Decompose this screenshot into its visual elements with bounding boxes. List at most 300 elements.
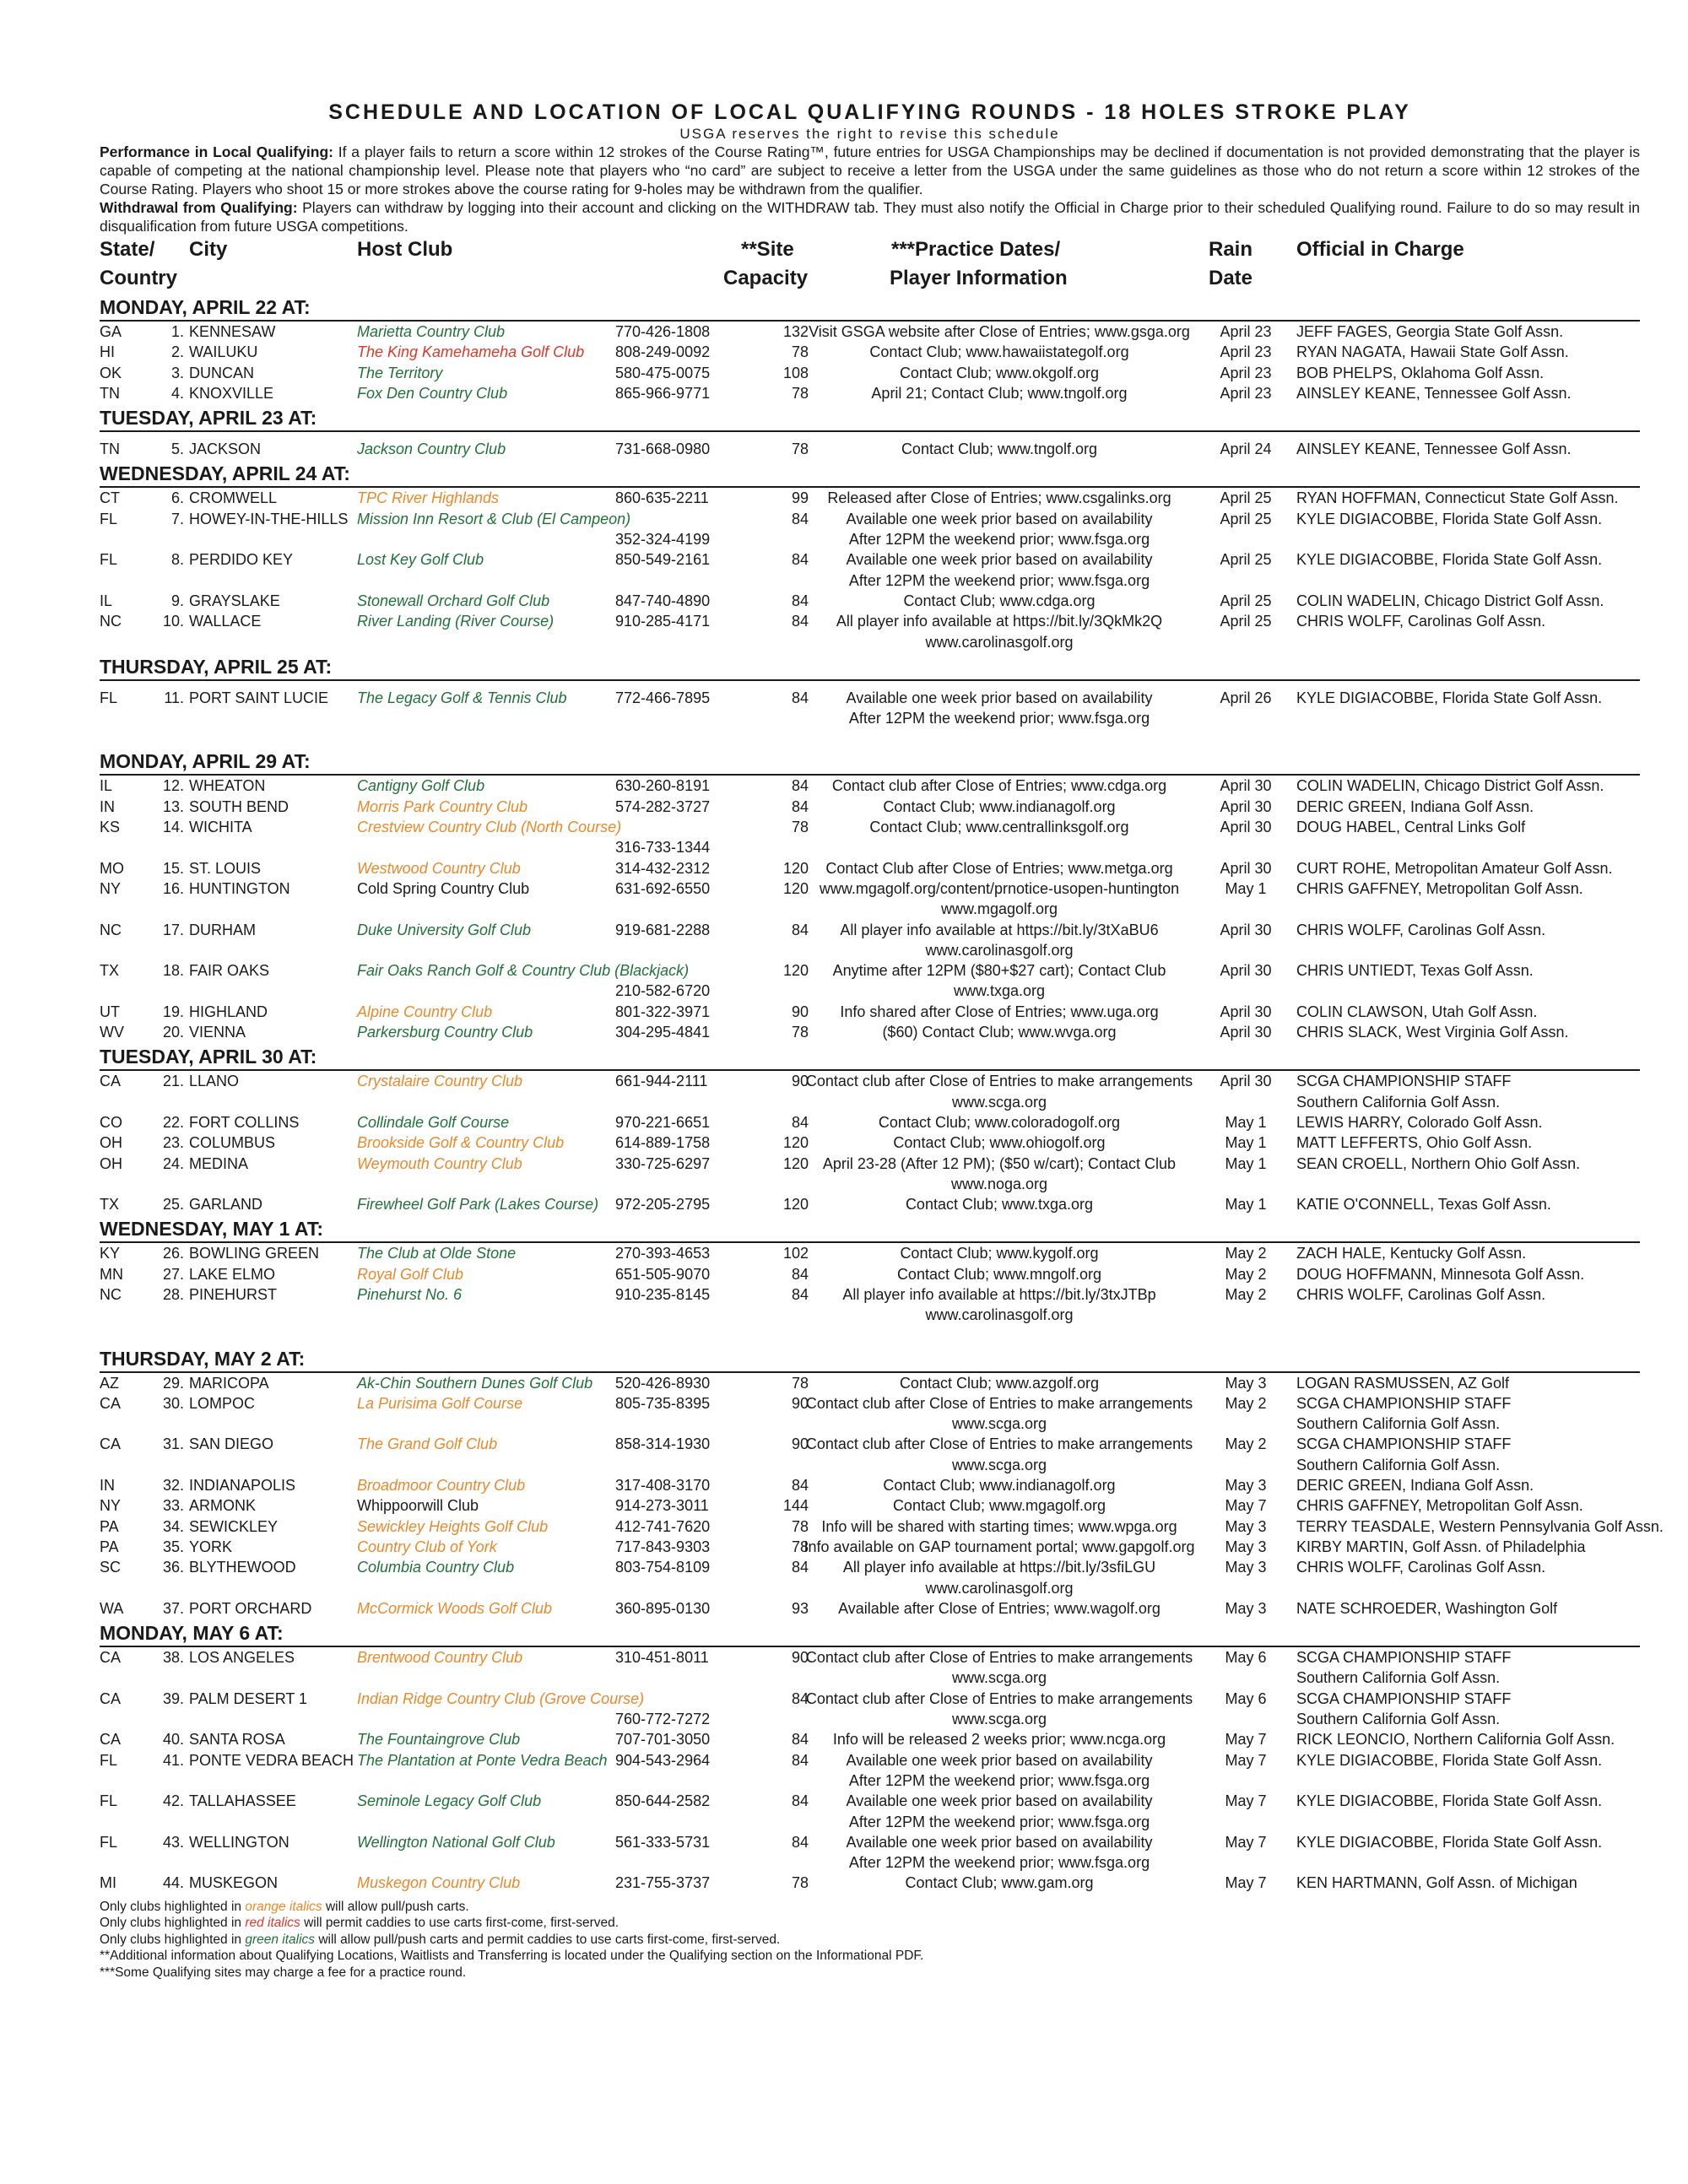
practice-info-cell-line2: After 12PM the weekend prior; www.fsga.org bbox=[848, 531, 1150, 549]
host-club-cell: Crystalaire Country Club bbox=[357, 1073, 523, 1090]
official-cell: CHRIS WOLFF, Carolinas Golf Assn. bbox=[1296, 921, 1546, 938]
phone-cell: 316-733-1344 bbox=[615, 839, 711, 857]
site-number-cell: 20. bbox=[162, 1024, 184, 1041]
host-club-cell: Indian Ridge Country Club (Grove Course) bbox=[357, 1689, 645, 1707]
state-cell: NC bbox=[100, 613, 122, 630]
phone-cell: 651-505-9070 bbox=[615, 1265, 711, 1283]
practice-info-cell: Available one week prior based on availability bbox=[846, 1792, 1153, 1810]
practice-info-cell-line2: www.scga.org bbox=[951, 1093, 1047, 1111]
table-row bbox=[100, 1264, 1640, 1284]
state-cell: TX bbox=[100, 1196, 120, 1214]
table-row bbox=[100, 611, 1640, 652]
official-cell: SEAN CROELL, Northern Ohio Golf Assn. bbox=[1296, 1154, 1581, 1172]
table-row bbox=[100, 549, 1640, 591]
site-number-cell: 26. bbox=[162, 1245, 184, 1262]
city-cell: YORK bbox=[189, 1538, 233, 1555]
capacity-cell: 78 bbox=[791, 343, 809, 361]
capacity-cell: 90 bbox=[791, 1435, 809, 1453]
capacity-cell: 84 bbox=[791, 1559, 809, 1576]
official-cell: JEFF FAGES, Georgia State Golf Assn. bbox=[1296, 323, 1564, 340]
city-cell: FAIR OAKS bbox=[189, 962, 270, 980]
site-number-cell: 35. bbox=[162, 1538, 184, 1555]
site-number-cell: 24. bbox=[162, 1154, 184, 1172]
official-cell-line2: Southern California Golf Assn. bbox=[1296, 1456, 1501, 1473]
rain-date-cell: April 25 bbox=[1220, 613, 1272, 630]
host-club-cell: Alpine Country Club bbox=[357, 1003, 493, 1020]
phone-cell: 210-582-6720 bbox=[615, 982, 711, 1000]
day-heading: MONDAY, APRIL 29 AT: bbox=[100, 749, 1640, 776]
practice-info-cell: Contact club after Close of Entries to make arrangements bbox=[805, 1435, 1193, 1453]
capacity-cell: 120 bbox=[782, 962, 809, 980]
site-number-cell: 9. bbox=[170, 592, 184, 609]
official-cell: SCGA CHAMPIONSHIP STAFF bbox=[1296, 1435, 1512, 1453]
capacity-cell: 84 bbox=[791, 1792, 809, 1810]
official-cell: AINSLEY KEANE, Tennessee Golf Assn. bbox=[1296, 441, 1572, 458]
official-cell: LEWIS HARRY, Colorado Golf Assn. bbox=[1296, 1113, 1543, 1131]
header-practice: ***Practice Dates/ bbox=[891, 238, 1061, 261]
phone-cell: 805-735-8395 bbox=[615, 1394, 711, 1412]
practice-info-cell-line2: www.carolinasgolf.org bbox=[925, 1579, 1074, 1597]
rain-date-cell: April 25 bbox=[1220, 551, 1272, 569]
rain-date-cell: May 2 bbox=[1225, 1394, 1267, 1412]
site-number-cell: 25. bbox=[162, 1196, 184, 1214]
official-cell: KIRBY MARTIN, Golf Assn. of Philadelphia bbox=[1296, 1538, 1586, 1555]
official-cell: DOUG HABEL, Central Links Golf bbox=[1296, 819, 1526, 836]
practice-info-cell: Contact club after Close of Entries to make arrangements bbox=[805, 1394, 1193, 1412]
table-row bbox=[100, 1873, 1640, 1893]
city-cell: INDIANAPOLIS bbox=[189, 1477, 296, 1495]
host-club-cell: TPC River Highlands bbox=[357, 489, 500, 507]
phone-cell: 317-408-3170 bbox=[615, 1477, 711, 1495]
site-number-cell: 21. bbox=[162, 1073, 184, 1090]
city-cell: COLUMBUS bbox=[189, 1134, 276, 1152]
table-row bbox=[100, 1393, 1640, 1435]
practice-info-cell: Contact Club; www.indianagolf.org bbox=[883, 797, 1116, 815]
state-cell: WV bbox=[100, 1024, 124, 1041]
table-row bbox=[100, 1133, 1640, 1153]
site-number-cell: 14. bbox=[162, 819, 184, 836]
state-cell: FL bbox=[100, 1833, 118, 1851]
state-cell: TN bbox=[100, 441, 120, 458]
phone-cell: 731-668-0980 bbox=[615, 441, 711, 458]
capacity-cell: 90 bbox=[791, 1073, 809, 1090]
rain-date-cell: April 30 bbox=[1220, 819, 1272, 836]
rain-date-cell: May 1 bbox=[1225, 1154, 1267, 1172]
practice-info-cell: All player info available at https://bit.ly/3QkMk2Q bbox=[836, 613, 1163, 630]
rain-date-cell: April 25 bbox=[1220, 510, 1272, 527]
phone-cell: 270-393-4653 bbox=[615, 1245, 711, 1262]
state-cell: SC bbox=[100, 1559, 122, 1576]
phone-cell: 919-681-2288 bbox=[615, 921, 711, 938]
phone-cell: 801-322-3971 bbox=[615, 1003, 711, 1020]
host-club-cell: Morris Park Country Club bbox=[357, 797, 528, 815]
capacity-cell: 84 bbox=[791, 592, 809, 609]
official-cell: COLIN CLAWSON, Utah Golf Assn. bbox=[1296, 1003, 1538, 1020]
capacity-cell: 144 bbox=[782, 1497, 809, 1515]
host-club-cell: Crestview Country Club (North Course) bbox=[357, 819, 622, 836]
city-cell: VIENNA bbox=[189, 1024, 246, 1041]
site-number-cell: 3. bbox=[170, 364, 184, 381]
rain-date-cell: April 25 bbox=[1220, 489, 1272, 507]
practice-info-cell: Contact Club; www.centrallinksgolf.org bbox=[869, 819, 1129, 836]
city-cell: SOUTH BEND bbox=[189, 797, 289, 815]
site-number-cell: 31. bbox=[162, 1435, 184, 1453]
day-heading: TUESDAY, APRIL 23 AT: bbox=[100, 405, 1640, 432]
table-row bbox=[100, 1750, 1640, 1792]
official-cell: SCGA CHAMPIONSHIP STAFF bbox=[1296, 1689, 1512, 1707]
host-club-cell: Fox Den Country Club bbox=[357, 384, 508, 402]
practice-info-cell-line2: After 12PM the weekend prior; www.fsga.org bbox=[848, 571, 1150, 589]
table-row bbox=[100, 920, 1640, 961]
practice-info-cell-line2: www.carolinasgolf.org bbox=[925, 1306, 1074, 1324]
state-cell: AZ bbox=[100, 1374, 120, 1392]
header-state: State/ bbox=[100, 238, 155, 261]
host-club-cell: Weymouth Country Club bbox=[357, 1154, 522, 1172]
table-row bbox=[100, 1022, 1640, 1042]
practice-info-cell: Contact club after Close of Entries; www.cdga.org bbox=[831, 777, 1167, 795]
table-row bbox=[100, 342, 1640, 362]
phone-cell: 631-692-6550 bbox=[615, 879, 711, 897]
table-row bbox=[100, 1373, 1640, 1393]
capacity-cell: 120 bbox=[782, 1196, 809, 1214]
city-cell: PALM DESERT 1 bbox=[189, 1689, 308, 1707]
rain-date-cell: April 23 bbox=[1220, 384, 1272, 402]
practice-info-cell: www.mgagolf.org/content/prnotice-usopen-huntington bbox=[819, 879, 1180, 897]
practice-info-cell-line2: www.carolinasgolf.org bbox=[925, 941, 1074, 959]
host-club-cell: The King Kamehameha Golf Club bbox=[357, 343, 585, 361]
rain-date-cell: April 25 bbox=[1220, 592, 1272, 609]
state-cell: HI bbox=[100, 343, 115, 361]
table-row bbox=[100, 1729, 1640, 1749]
rain-date-cell: May 2 bbox=[1225, 1245, 1267, 1262]
site-number-cell: 23. bbox=[162, 1134, 184, 1152]
site-number-cell: 39. bbox=[162, 1689, 184, 1707]
rain-date-cell: May 1 bbox=[1225, 1196, 1267, 1214]
rain-date-cell: April 30 bbox=[1220, 797, 1272, 815]
rain-date-cell: May 3 bbox=[1225, 1374, 1267, 1392]
phone-cell: 630-260-8191 bbox=[615, 777, 711, 795]
practice-info-cell-line2: www.scga.org bbox=[951, 1456, 1047, 1473]
site-number-cell: 29. bbox=[162, 1374, 184, 1392]
official-cell: RICK LEONCIO, Northern California Golf Assn. bbox=[1296, 1731, 1615, 1749]
state-cell: KS bbox=[100, 819, 121, 836]
state-cell: CO bbox=[100, 1113, 122, 1131]
site-number-cell: 6. bbox=[170, 489, 184, 507]
host-club-cell: Marietta Country Club bbox=[357, 323, 506, 340]
state-cell: OH bbox=[100, 1154, 122, 1172]
capacity-cell: 99 bbox=[791, 489, 809, 507]
capacity-cell: 90 bbox=[791, 1003, 809, 1020]
official-cell: CHRIS SLACK, West Virginia Golf Assn. bbox=[1296, 1024, 1569, 1041]
host-club-cell: Mission Inn Resort & Club (El Campeon) bbox=[357, 510, 631, 527]
practice-info-cell: Contact club after Close of Entries to make arrangements bbox=[805, 1649, 1193, 1667]
capacity-cell: 84 bbox=[791, 1265, 809, 1283]
table-row bbox=[100, 1598, 1640, 1619]
site-number-cell: 30. bbox=[162, 1394, 184, 1412]
rain-date-cell: May 3 bbox=[1225, 1477, 1267, 1495]
state-cell: TX bbox=[100, 962, 120, 980]
capacity-cell: 102 bbox=[782, 1245, 809, 1262]
city-cell: MEDINA bbox=[189, 1154, 249, 1172]
rain-date-cell: May 2 bbox=[1225, 1285, 1267, 1303]
city-cell: MUSKEGON bbox=[189, 1874, 279, 1892]
state-cell: PA bbox=[100, 1517, 119, 1535]
note-orange: Only clubs highlighted in orange italics will allow pull/push carts. bbox=[100, 1899, 469, 1914]
day-heading: WEDNESDAY, APRIL 24 AT: bbox=[100, 461, 1640, 488]
official-cell: KYLE DIGIACOBBE, Florida State Golf Assn. bbox=[1296, 1833, 1603, 1851]
host-club-cell: Cantigny Golf Club bbox=[357, 777, 485, 795]
city-cell: LLANO bbox=[189, 1073, 240, 1090]
official-cell: KYLE DIGIACOBBE, Florida State Golf Assn. bbox=[1296, 510, 1603, 527]
phone-cell: 808-249-0092 bbox=[615, 343, 711, 361]
site-number-cell: 16. bbox=[162, 879, 184, 897]
rain-date-cell: April 30 bbox=[1220, 777, 1272, 795]
header-country: Country bbox=[100, 267, 177, 289]
phone-cell: 760-772-7272 bbox=[615, 1711, 711, 1728]
official-cell: CHRIS UNTIEDT, Texas Golf Assn. bbox=[1296, 962, 1534, 980]
phone-cell: 580-475-0075 bbox=[615, 364, 711, 381]
site-number-cell: 34. bbox=[162, 1517, 184, 1535]
host-club-cell: The Plantation at Ponte Vedra Beach bbox=[357, 1751, 608, 1769]
city-cell: WHEATON bbox=[189, 777, 266, 795]
official-cell: MATT LEFFERTS, Ohio Golf Assn. bbox=[1296, 1134, 1533, 1152]
table-row bbox=[100, 797, 1640, 817]
page-title: SCHEDULE AND LOCATION OF LOCAL QUALIFYING ROUNDS - 18 HOLES STROKE PLAY bbox=[328, 100, 1411, 124]
state-cell: FL bbox=[100, 689, 118, 706]
practice-info-cell: Released after Close of Entries; www.csgalinks.org bbox=[827, 489, 1171, 507]
practice-info-cell-line2: After 12PM the weekend prior; www.fsga.org bbox=[848, 710, 1150, 727]
table-row bbox=[100, 1194, 1640, 1214]
phone-cell: 314-432-2312 bbox=[615, 859, 711, 877]
site-number-cell: 10. bbox=[162, 613, 184, 630]
state-cell: MO bbox=[100, 859, 124, 877]
table-row bbox=[100, 488, 1640, 508]
city-cell: WICHITA bbox=[189, 819, 252, 836]
host-club-cell: Seminole Legacy Golf Club bbox=[357, 1792, 542, 1810]
phone-cell: 717-843-9303 bbox=[615, 1538, 711, 1555]
site-number-cell: 15. bbox=[162, 859, 184, 877]
performance-label: Performance in Local Qualifying: bbox=[100, 143, 333, 160]
rain-date-cell: May 1 bbox=[1225, 879, 1267, 897]
site-number-cell: 37. bbox=[162, 1599, 184, 1617]
host-club-cell: The Territory bbox=[357, 364, 443, 381]
city-cell: KENNESAW bbox=[189, 323, 276, 340]
capacity-cell: 84 bbox=[791, 551, 809, 569]
site-number-cell: 13. bbox=[162, 797, 184, 815]
practice-info-cell: Contact club after Close of Entries to make arrangements bbox=[805, 1073, 1193, 1090]
site-number-cell: 44. bbox=[162, 1874, 184, 1892]
official-cell: CHRIS WOLFF, Carolinas Golf Assn. bbox=[1296, 1285, 1546, 1303]
rain-date-cell: May 7 bbox=[1225, 1833, 1267, 1851]
table-row bbox=[100, 1475, 1640, 1495]
city-cell: PERDIDO KEY bbox=[189, 551, 294, 569]
city-cell: MARICOPA bbox=[189, 1374, 269, 1392]
official-cell: CHRIS WOLFF, Carolinas Golf Assn. bbox=[1296, 1559, 1546, 1576]
state-cell: NC bbox=[100, 921, 122, 938]
city-cell: WELLINGTON bbox=[189, 1833, 289, 1851]
host-club-cell: Royal Golf Club bbox=[357, 1265, 464, 1283]
site-number-cell: 4. bbox=[170, 384, 184, 402]
table-row bbox=[100, 509, 1640, 550]
official-cell: SCGA CHAMPIONSHIP STAFF bbox=[1296, 1073, 1512, 1090]
table-row bbox=[100, 1832, 1640, 1873]
capacity-cell: 84 bbox=[791, 777, 809, 795]
city-cell: DURHAM bbox=[189, 921, 256, 938]
day-heading: THURSDAY, APRIL 25 AT: bbox=[100, 654, 1640, 681]
practice-info-cell-line2: www.mgagolf.org bbox=[940, 900, 1058, 918]
host-club-cell: Westwood Country Club bbox=[357, 859, 521, 877]
table-row bbox=[100, 1071, 1640, 1112]
practice-info-cell: Contact Club; www.coloradogolf.org bbox=[878, 1113, 1121, 1131]
state-cell: CA bbox=[100, 1731, 122, 1749]
state-cell: PA bbox=[100, 1538, 119, 1555]
capacity-cell: 84 bbox=[791, 510, 809, 527]
host-club-cell: Sewickley Heights Golf Club bbox=[357, 1517, 549, 1535]
official-cell: CHRIS GAFFNEY, Metropolitan Golf Assn. bbox=[1296, 879, 1583, 897]
city-cell: FORT COLLINS bbox=[189, 1113, 300, 1131]
phone-cell: 772-466-7895 bbox=[615, 689, 711, 706]
table-row bbox=[100, 1689, 1640, 1730]
capacity-cell: 84 bbox=[791, 1113, 809, 1131]
practice-info-cell-line2: www.scga.org bbox=[951, 1669, 1047, 1687]
table-row bbox=[100, 817, 1640, 858]
practice-info-cell: Contact Club; www.cdga.org bbox=[903, 592, 1096, 609]
capacity-cell: 78 bbox=[791, 1538, 809, 1555]
state-cell: CT bbox=[100, 489, 120, 507]
phone-cell: 561-333-5731 bbox=[615, 1833, 711, 1851]
host-club-cell: Broadmoor Country Club bbox=[357, 1477, 526, 1495]
site-number-cell: 42. bbox=[162, 1792, 184, 1810]
host-club-cell: Whippoorwill Club bbox=[357, 1497, 479, 1515]
practice-info-cell: Contact Club; www.ohiogolf.org bbox=[893, 1134, 1106, 1152]
host-club-cell: Lost Key Golf Club bbox=[357, 551, 484, 569]
host-club-cell: Collindale Golf Course bbox=[357, 1113, 510, 1131]
practice-info-cell: Anytime after 12PM ($80+$27 cart); Contact Club bbox=[832, 962, 1166, 980]
phone-cell: 858-314-1930 bbox=[615, 1435, 711, 1453]
official-cell-line2: Southern California Golf Assn. bbox=[1296, 1711, 1501, 1728]
host-club-cell: Jackson Country Club bbox=[357, 441, 506, 458]
official-cell-line2: Southern California Golf Assn. bbox=[1296, 1415, 1501, 1433]
rain-date-cell: May 7 bbox=[1225, 1497, 1267, 1515]
rain-date-cell: May 2 bbox=[1225, 1435, 1267, 1453]
practice-info-cell-line2: After 12PM the weekend prior; www.fsga.org bbox=[848, 1813, 1150, 1830]
city-cell: PONTE VEDRA BEACH bbox=[189, 1751, 354, 1769]
capacity-cell: 120 bbox=[782, 1154, 809, 1172]
host-club-cell: Duke University Golf Club bbox=[357, 921, 532, 938]
capacity-cell: 84 bbox=[791, 1731, 809, 1749]
state-cell: NY bbox=[100, 879, 122, 897]
practice-info-cell-line2: www.carolinasgolf.org bbox=[925, 633, 1074, 651]
state-cell: CA bbox=[100, 1073, 122, 1090]
capacity-cell: 93 bbox=[791, 1599, 809, 1617]
official-cell: COLIN WADELIN, Chicago District Golf Assn. bbox=[1296, 592, 1604, 609]
schedule-page bbox=[100, 100, 1664, 1981]
capacity-cell: 84 bbox=[791, 1477, 809, 1495]
rain-date-cell: April 30 bbox=[1220, 921, 1272, 938]
rain-date-cell: April 23 bbox=[1220, 364, 1272, 381]
site-number-cell: 12. bbox=[162, 777, 184, 795]
practice-info-cell-line2: After 12PM the weekend prior; www.fsga.org bbox=[848, 1771, 1150, 1789]
rain-date-cell: May 1 bbox=[1225, 1113, 1267, 1131]
city-cell: LOS ANGELES bbox=[189, 1649, 295, 1667]
state-cell: TN bbox=[100, 384, 120, 402]
table-row bbox=[100, 1791, 1640, 1832]
table-row bbox=[100, 858, 1640, 878]
phone-cell: 860-635-2211 bbox=[615, 489, 709, 507]
official-cell: SCGA CHAMPIONSHIP STAFF bbox=[1296, 1649, 1512, 1667]
host-club-cell: Brookside Golf & Country Club bbox=[357, 1134, 565, 1152]
official-cell: DERIC GREEN, Indiana Golf Assn. bbox=[1296, 797, 1534, 815]
practice-info-cell: Info available on GAP tournament portal; www.gapgolf.org bbox=[803, 1538, 1195, 1555]
rain-date-cell: April 23 bbox=[1220, 323, 1272, 340]
practice-info-cell: Contact Club; www.tngolf.org bbox=[901, 441, 1098, 458]
capacity-cell: 78 bbox=[791, 819, 809, 836]
table-row bbox=[100, 1112, 1640, 1133]
state-cell: FL bbox=[100, 551, 118, 569]
rain-date-cell: April 30 bbox=[1220, 1073, 1272, 1090]
site-number-cell: 40. bbox=[162, 1731, 184, 1749]
day-heading: MONDAY, MAY 6 AT: bbox=[100, 1620, 1640, 1647]
practice-info-cell: Contact Club; www.kygolf.org bbox=[900, 1245, 1099, 1262]
host-club-cell: Ak-Chin Southern Dunes Golf Club bbox=[357, 1374, 593, 1392]
practice-info-cell: Available after Close of Entries; www.wagolf.org bbox=[838, 1599, 1160, 1617]
state-cell: IN bbox=[100, 1477, 115, 1495]
city-cell: JACKSON bbox=[189, 441, 262, 458]
rain-date-cell: May 7 bbox=[1225, 1731, 1267, 1749]
phone-cell: 304-295-4841 bbox=[615, 1024, 711, 1041]
official-cell: KATIE O'CONNELL, Texas Golf Assn. bbox=[1296, 1196, 1551, 1214]
practice-info-cell: Available one week prior based on availability bbox=[846, 551, 1153, 569]
state-cell: FL bbox=[100, 510, 118, 527]
official-cell-line2: Southern California Golf Assn. bbox=[1296, 1093, 1501, 1111]
phone-cell: 910-235-8145 bbox=[615, 1285, 711, 1303]
phone-cell: 970-221-6651 bbox=[615, 1113, 711, 1131]
city-cell: SANTA ROSA bbox=[189, 1731, 285, 1749]
host-club-cell: Country Club of York bbox=[357, 1538, 497, 1555]
state-cell: IL bbox=[100, 777, 113, 795]
table-row bbox=[100, 322, 1640, 342]
host-club-cell: La Purisima Golf Course bbox=[357, 1394, 523, 1412]
practice-info-cell: April 21; Contact Club; www.tngolf.org bbox=[871, 384, 1128, 402]
host-club-cell: McCormick Woods Golf Club bbox=[357, 1599, 553, 1617]
phone-cell: 910-285-4171 bbox=[615, 613, 711, 630]
state-cell: NY bbox=[100, 1497, 122, 1515]
header-official: Official in Charge bbox=[1296, 238, 1464, 261]
city-cell: PINEHURST bbox=[189, 1285, 278, 1303]
official-cell: DOUG HOFFMANN, Minnesota Golf Assn. bbox=[1296, 1265, 1585, 1283]
capacity-cell: 90 bbox=[791, 1394, 809, 1412]
page-subtitle: USGA reserves the right to revise this schedule bbox=[679, 126, 1060, 142]
note-site: **Additional information about Qualifying Locations, Waitlists and Transferring is located under the Qualifying section on the Informational PDF. bbox=[100, 1949, 924, 1964]
practice-info-cell: Contact Club; www.indianagolf.org bbox=[883, 1477, 1116, 1495]
city-cell: BOWLING GREEN bbox=[189, 1245, 320, 1262]
official-cell: COLIN WADELIN, Chicago District Golf Assn. bbox=[1296, 777, 1604, 795]
capacity-cell: 78 bbox=[791, 1517, 809, 1535]
table-row bbox=[100, 1284, 1640, 1326]
rain-date-cell: May 6 bbox=[1225, 1649, 1267, 1667]
host-club-cell: The Club at Olde Stone bbox=[357, 1245, 517, 1262]
site-number-cell: 18. bbox=[162, 962, 184, 980]
table-row bbox=[100, 1537, 1640, 1557]
capacity-cell: 84 bbox=[791, 613, 809, 630]
site-number-cell: 7. bbox=[170, 510, 184, 527]
header-rain: Rain bbox=[1209, 238, 1253, 261]
state-cell: WA bbox=[100, 1599, 124, 1617]
host-club-cell: Stonewall Orchard Golf Club bbox=[357, 592, 550, 609]
city-cell: CROMWELL bbox=[189, 489, 278, 507]
rain-date-cell: April 24 bbox=[1220, 441, 1272, 458]
header-capacity: Capacity bbox=[723, 267, 809, 289]
